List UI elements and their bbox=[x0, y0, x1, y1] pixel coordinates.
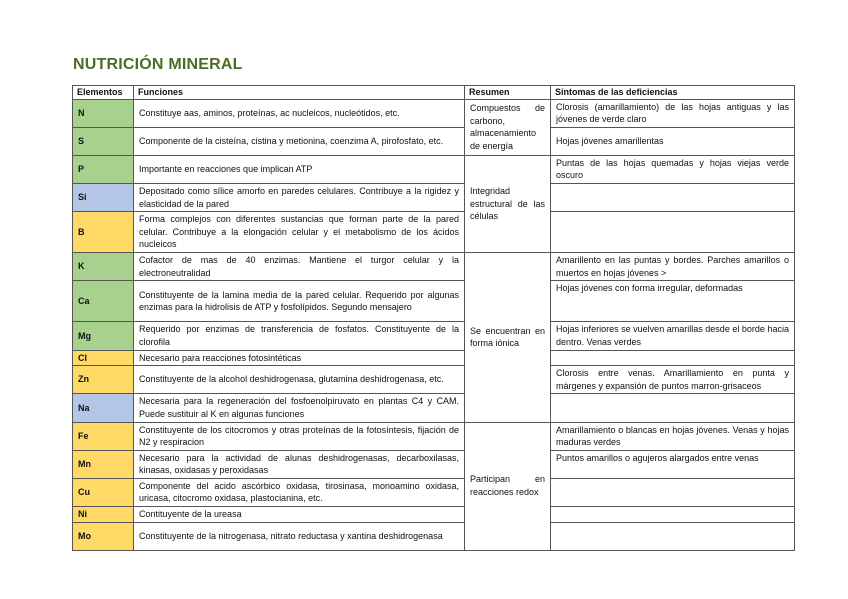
page-title: NUTRICIÓN MINERAL bbox=[73, 56, 243, 73]
element-cell: Mg bbox=[73, 322, 134, 350]
table-row bbox=[73, 394, 795, 422]
element-cell: Ca bbox=[73, 281, 134, 322]
symptom-cell: Clorosis entre venas. Amarillamiento en punta y márgenes y expansión de puntos marron-grisaceos bbox=[551, 366, 795, 394]
symptom-cell: Puntos amarillos o agujeros alargados entre venas bbox=[551, 450, 795, 478]
summary-cell: Integridad estructural de las células bbox=[465, 155, 551, 252]
symptom-cell: Hojas jóvenes con forma irregular, deformadas bbox=[551, 281, 795, 322]
element-cell: Zn bbox=[73, 366, 134, 394]
summary-cell: Participan en reacciones redox bbox=[465, 422, 551, 550]
element-cell: Fe bbox=[73, 422, 134, 450]
table-row bbox=[73, 127, 795, 155]
table-row bbox=[73, 183, 795, 211]
function-cell: Requerido por enzimas de transferencia de fosfatos. Constituyente de la clorofila bbox=[134, 322, 465, 350]
summary-cell: Compuestos de carbono, almacenamiento de energía bbox=[465, 99, 551, 155]
symptom-cell bbox=[551, 183, 795, 211]
table-row bbox=[73, 253, 795, 281]
header-summary: Resumen bbox=[465, 86, 551, 100]
table-row bbox=[73, 212, 795, 253]
element-cell: Mn bbox=[73, 450, 134, 478]
table-row bbox=[73, 99, 795, 127]
table-row bbox=[73, 350, 795, 366]
header-functions: Funciones bbox=[134, 86, 465, 100]
function-cell: Constituyente de los citocromos y otras proteínas de la fotosíntesis, fijación de N2 y respiracion bbox=[134, 422, 465, 450]
element-cell: Cu bbox=[73, 478, 134, 506]
table-row bbox=[73, 450, 795, 478]
element-cell: B bbox=[73, 212, 134, 253]
symptom-cell: Amarillamiento o blancas en hojas jóvenes. Venas y hojas maduras verdes bbox=[551, 422, 795, 450]
function-cell: Depositado como sílice amorfo en paredes celulares. Contribuye a la rigidez y elasticidad de la pared bbox=[134, 183, 465, 211]
table-row bbox=[73, 507, 795, 523]
function-cell: Forma complejos con diferentes sustancias que forman parte de la pared celular. Contribuye a la elongación celular y el metabolismo de los ácidos nucleicos bbox=[134, 212, 465, 253]
function-cell: Componente del acido ascórbico oxidasa, tirosinasa, monoamino oxidasa, uricasa, citocromo oxidasa, plastocianina, etc. bbox=[134, 478, 465, 506]
table-row bbox=[73, 478, 795, 506]
symptom-cell bbox=[551, 507, 795, 523]
function-cell: Constituyente de la nitrogenasa, nitrato reductasa y xantina deshidrogenasa bbox=[134, 522, 465, 550]
table-row bbox=[73, 522, 795, 550]
element-cell: Mo bbox=[73, 522, 134, 550]
symptom-cell bbox=[551, 522, 795, 550]
element-cell: N bbox=[73, 99, 134, 127]
function-cell: Necesario para la actividad de alunas deshidrogenasas, decarboxilasas, kinasas, oxidasas y peroxidasas bbox=[134, 450, 465, 478]
element-cell: Si bbox=[73, 183, 134, 211]
table-row bbox=[73, 322, 795, 350]
function-cell: Cofactor de mas de 40 enzimas. Mantiene el turgor celular y la electroneutralidad bbox=[134, 253, 465, 281]
nutrition-table bbox=[72, 85, 795, 551]
symptom-cell bbox=[551, 350, 795, 366]
function-cell: Componente de la cisteína, cistina y metionina, coenzima A, pirofosfato, etc. bbox=[134, 127, 465, 155]
function-cell: Constituye aas, aminos, proteínas, ac nucleicos, nucleótidos, etc. bbox=[134, 99, 465, 127]
function-cell: Contituyente de la ureasa bbox=[134, 507, 465, 523]
symptom-cell bbox=[551, 478, 795, 506]
summary-cell: Se encuentran en forma iónica bbox=[465, 253, 551, 422]
element-cell: Na bbox=[73, 394, 134, 422]
function-cell: Necesario para reacciones fotosintéticas bbox=[134, 350, 465, 366]
table-row bbox=[73, 422, 795, 450]
symptom-cell: Clorosis (amarillamiento) de las hojas antiguas y las jóvenes de verde claro bbox=[551, 99, 795, 127]
function-cell: Necesaria para la regeneración del fosfoenolpiruvato en plantas C4 y CAM. Puede sustituir al K en algunas funciones bbox=[134, 394, 465, 422]
table-row bbox=[73, 366, 795, 394]
element-cell: Cl bbox=[73, 350, 134, 366]
table-row bbox=[73, 155, 795, 183]
function-cell: Importante en reacciones que implican ATP bbox=[134, 155, 465, 183]
symptom-cell: Puntas de las hojas quemadas y hojas viejas verde oscuro bbox=[551, 155, 795, 183]
table-header-row bbox=[73, 86, 795, 100]
element-cell: Ni bbox=[73, 507, 134, 523]
symptom-cell: Hojas inferiores se vuelven amarillas desde el borde hacia dentro. Venas verdes bbox=[551, 322, 795, 350]
function-cell: Constituyente de la lamina media de la pared celular. Requerido por algunas enzimas para la hidrolisis de ATP y fosfolípidos. Segundo mensajero bbox=[134, 281, 465, 322]
function-cell: Constituyente de la alcohol deshidrogenasa, glutamina deshidrogenasa, etc. bbox=[134, 366, 465, 394]
element-cell: P bbox=[73, 155, 134, 183]
element-cell: K bbox=[73, 253, 134, 281]
symptom-cell bbox=[551, 212, 795, 253]
table-row bbox=[73, 281, 795, 322]
element-cell: S bbox=[73, 127, 134, 155]
symptom-cell: Hojas jóvenes amarillentas bbox=[551, 127, 795, 155]
header-symptoms: Síntomas de las deficiencias bbox=[551, 86, 795, 100]
header-elements: Elementos bbox=[73, 86, 134, 100]
symptom-cell bbox=[551, 394, 795, 422]
symptom-cell: Amarillento en las puntas y bordes. Parches amarillos o muertos en hojas jóvenes > bbox=[551, 253, 795, 281]
